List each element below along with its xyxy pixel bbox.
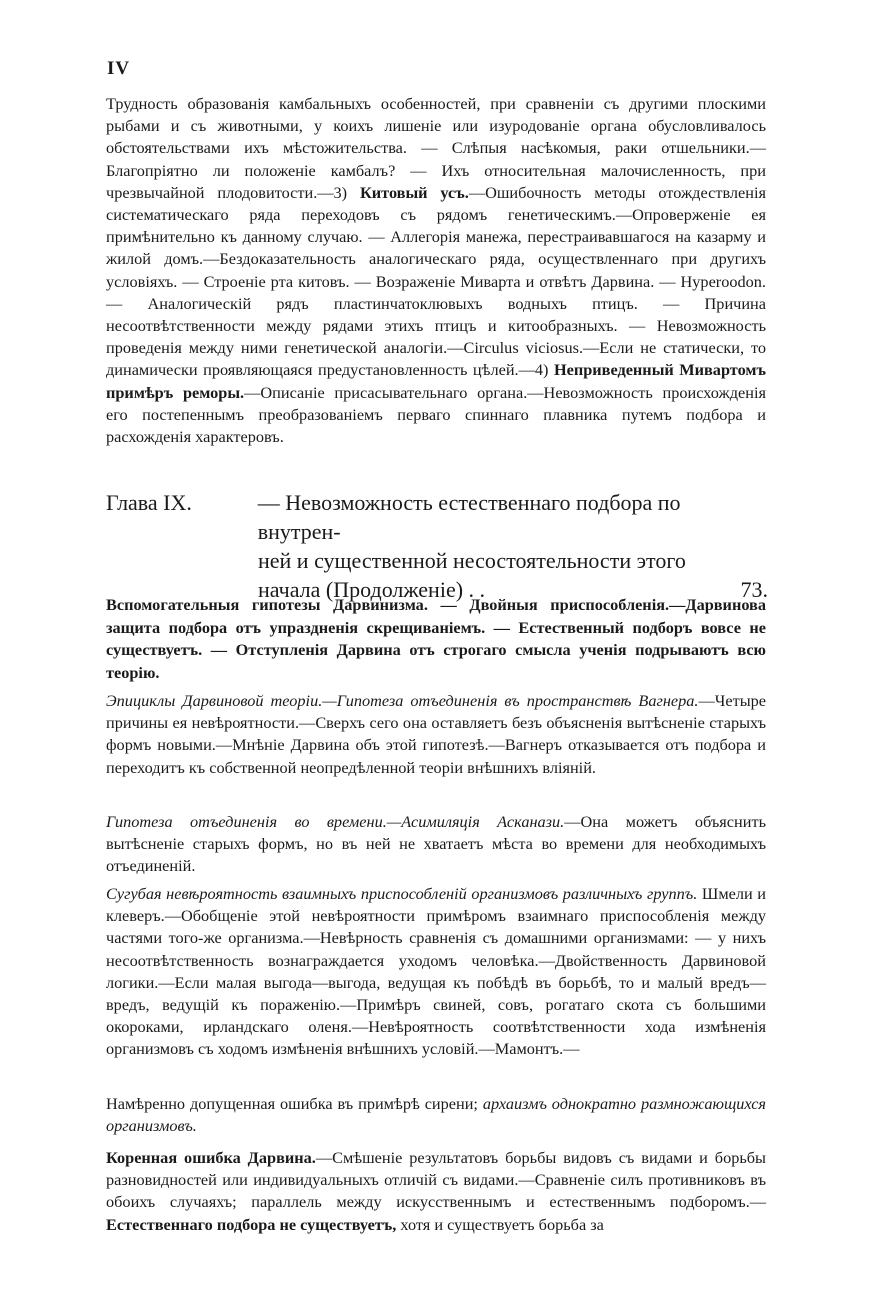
page-number: IV [107,58,131,79]
bold-heading-whalebone: Китовый усъ. [359,182,469,202]
chapter-title-line-1: — Невозможность естественнаго подбора по внутрен- [257,490,681,544]
bold-heading-root-error: Коренная ошибка Дарвина. [106,1148,316,1167]
bold-heading-no-selection: Естественнаго подбора не существуетъ, [106,1214,397,1234]
chapter-title-line-3: начала (Продолженіе) . . [258,577,486,602]
chapter-summary: Вспомогательныя гипотезы Дарвинизма. — Двойныя приспособленія.—Дарвинова защита подбора отъ упраздненія скрещиваніемъ. — Естественный подборъ вовсе не существуетъ. — Отступленія Дарвина отъ строгаго смысла ученія подрываютъ всю теорію. [106,595,766,682]
text-run: Намѣренно допущенная ошибка въ примѣрѣ сирени; [106,1094,478,1113]
contents-paragraph-mutual-adaptations [106,883,766,1061]
contents-paragraph-isolation-in-time [106,811,766,878]
chapter-heading [106,488,768,604]
text-run: —Ошибочность методы отождествленія систематическаго ряда переходовъ съ рядомъ генетическимъ.—Опроверженіе ея примѣнительно къ данному случаю. — Аллегорія манежа, перестраивавшагося на казарму и жилой домъ.—Бездоказательность аналогическаго ряда, осуществленнаго при другихъ условіяхъ. — Строеніе рта китовъ. — Возраженіе Миварта и отвѣтъ Дарвина. — Hyperoodon. — Аналогическій рядъ пластинчатоклювыхъ водныхъ птицъ. — Причина несоотвѣтственности между рядами этихъ птицъ и китообразныхъ. — Невозможность проведенія между ними генетической аналогіи.—Circulus viciosus.—Если не статически, то динамически проявляющаяся предустановленность цѣлей.—4) [106,182,766,380]
italic-heading: Сугубая невѣроятность взаимныхъ приспособленій организмовъ различныхъ группъ. [106,884,698,903]
contents-paragraph-darwin-root-error [106,1147,766,1236]
text-run: Трудность образованія камбальныхъ особенностей, при сравненіи съ другими плоскими рыбами и съ животными, у коихъ лишеніе или изуродованіе органа обусловливалось обстоятельствами ихъ мѣстожительства. — Слѣпыя насѣкомыя, раки отшельники.— Благопріятно ли положеніе камбалъ? — Ихъ относительная малочисленность, при чрезвычайной плодовитости.—3) [106,94,766,202]
contents-paragraph-epicycles [106,690,766,779]
bold-heading-remora: Неприведенный Мивартомъ примѣръ реморы. [106,360,766,402]
text-run: —Она можетъ объяснить вытѣсненіе старыхъ формъ, но въ ней не хватаетъ мѣста во времени для необходимыхъ отъединеній. [106,812,766,876]
text-run: Шмели и клеверъ.—Обобщеніе этой невѣроятности примѣромъ взаимнаго приспособленія между частями того-же организма.—Невѣрность сравненія съ домашними организмами: — у нихъ несоотвѣтственность вознаграждается уходомъ человѣка.—Двойственность Дарвиновой логики.—Если малая выгода—выгода, ведущая къ побѣдѣ въ борьбѣ, то и малый вредъ—вредъ, ведущій къ пораженію.—Примѣръ свиней, совъ, рогатаго скота съ большими окороками, ирландскаго оленя.—Невѣроятность соотвѣтственности хода измѣненія организмовъ съ ходомъ измѣненія внѣшнихъ условій.—Мамонтъ.— [106,884,766,1059]
chapter-page-reference: 73. [740,577,768,602]
text-run: —Смѣшеніе результатовъ борьбы видовъ съ видами и борьбы разновидностей или индивидуальныхъ отличій съ видами.—Сравненіе силъ противниковъ въ обоихъ случаяхъ; параллель между искусственнымъ и естественнымъ подборомъ.— [106,1148,766,1212]
chapter-label: Глава IX. [106,490,192,515]
chapter-title-line-2: ней и существенной несостоятельности этого [258,548,686,573]
text-run: —Четыре причины ея невѣроятности.—Сверхъ сего она оставляетъ безъ объясненія вытѣсненіе старыхъ формъ новыми.—Мнѣніе Дарвина объ этой гипотезѣ.—Вагнеръ отказывается отъ подбора и переходитъ къ собственной неопредѣленной теоріи внѣшнихъ вліяній. [106,691,766,777]
italic-heading: Эпициклы Дарвиновой теоріи.—Гипотеза отъединенія въ пространствѣ Вагнера. [106,691,699,710]
text-run: —Описаніе присасывательнаго органа.—Невозможность происхожденія его постепеннымъ преобразованіемъ перваго спиннаго плавника путемъ подбора и расхожденія характеровъ. [106,382,766,447]
text-run: хотя и существуетъ борьба за [396,1214,604,1234]
italic-heading: Гипотеза отъединенія во времени.—Асимиляція Асканази. [106,812,565,831]
italic-heading: архаизмъ однократно размножающихся организмовъ. [106,1094,766,1136]
contents-paragraph-camels-whales-remora [106,93,766,448]
contents-paragraph-lilac-example [106,1093,766,1137]
